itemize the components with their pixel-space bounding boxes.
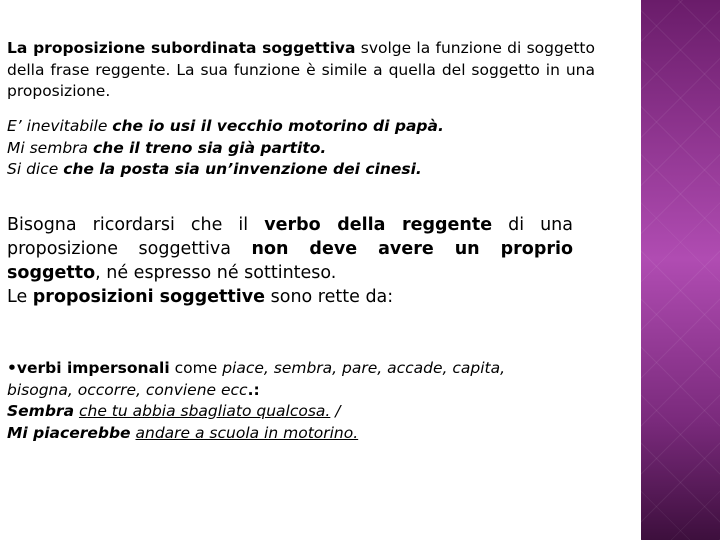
impersonal-example-1-verb: Sembra bbox=[7, 402, 75, 420]
paragraph-impersonal-verbs bbox=[7, 358, 567, 444]
example-line-1 bbox=[7, 116, 567, 138]
rule-text-3: , né espresso né sottinteso. bbox=[95, 263, 337, 283]
example-3-main: Si dice bbox=[7, 160, 64, 178]
rule-bold-verb: verbo della reggente bbox=[264, 215, 493, 235]
rule-text-2: di una proposizione soggettiva bbox=[7, 215, 573, 259]
rule-line-2 bbox=[7, 285, 573, 309]
bullet-verbi-impersonali: •verbi impersonali bbox=[7, 359, 170, 377]
impersonal-example-2 bbox=[7, 423, 567, 445]
verb-list: piace, sembra, pare, accade, capita, bisogna, occorre, conviene ecc bbox=[7, 359, 506, 399]
impersonal-example-1 bbox=[7, 401, 567, 423]
decorative-side-panel bbox=[641, 0, 720, 540]
rule-line-2-bold: proposizioni soggettive bbox=[32, 287, 266, 307]
impersonal-example-2-verb: Mi piacerebbe bbox=[7, 423, 131, 442]
example-2-main: Mi sembra bbox=[7, 138, 93, 157]
example-1-main: E’ inevitabile bbox=[7, 117, 113, 135]
paragraph-examples bbox=[7, 116, 567, 181]
rule-bold-subject: non deve avere un proprio soggetto bbox=[7, 239, 574, 283]
rule-line-2-a: Le bbox=[7, 287, 33, 307]
bullet-come: come bbox=[169, 359, 223, 377]
impersonal-example-1-clause: che tu abbia sbagliato qualcosa. bbox=[78, 402, 331, 420]
definition-text: svolge la funzione di soggetto della frase reggente. La sua funzione è simile a quella del soggetto in una proposizione. bbox=[7, 39, 595, 100]
example-line-2 bbox=[7, 138, 567, 160]
example-1-subordinate: che io usi il vecchio motorino di papà. bbox=[112, 117, 444, 135]
definition-term: La proposizione subordinata soggettiva bbox=[7, 39, 356, 57]
rule-text-1: Bisogna ricordarsi che il bbox=[7, 215, 265, 235]
example-3-subordinate: che la posta sia un’invenzione dei cinesi. bbox=[63, 160, 422, 178]
paragraph-rule bbox=[7, 213, 573, 309]
verb-list-end: .: bbox=[247, 380, 260, 399]
rule-line-2-c: sono rette da: bbox=[265, 287, 394, 307]
example-line-3 bbox=[7, 159, 567, 181]
impersonal-example-2-clause: andare a scuola in motorino. bbox=[135, 423, 359, 442]
impersonal-example-1-slash: / bbox=[330, 402, 341, 420]
paragraph-definition bbox=[7, 38, 595, 103]
example-2-subordinate: che il treno sia già partito. bbox=[92, 138, 327, 157]
